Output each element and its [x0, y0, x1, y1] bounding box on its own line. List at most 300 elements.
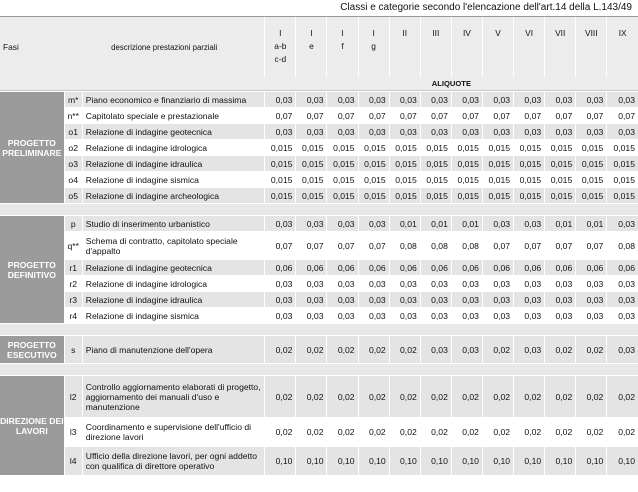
aliquota-value: 0,015 — [389, 172, 420, 188]
table-row — [0, 232, 638, 260]
aliquota-value: 0,03 — [265, 124, 296, 140]
aliquota-value: 0,07 — [265, 232, 296, 260]
aliquota-value: 0,07 — [327, 108, 358, 124]
row-description: Piano economico e finanziario di massima — [82, 92, 265, 108]
phase-label: DIREZIONE DEI LAVORI — [0, 376, 64, 476]
aliquota-value: 0,07 — [358, 108, 389, 124]
header-class-sub2 — [483, 54, 513, 67]
aliquota-value: 0,03 — [358, 124, 389, 140]
aliquota-value: 0,03 — [607, 308, 638, 324]
aliquota-value: 0,015 — [545, 156, 576, 172]
aliquota-value: 0,10 — [482, 447, 513, 476]
aliquota-value: 0,02 — [265, 418, 296, 447]
aliquota-value: 0,10 — [265, 447, 296, 476]
aliquota-value: 0,01 — [389, 216, 420, 232]
aliquota-value: 0,03 — [482, 276, 513, 292]
header-class-roman: V — [495, 27, 501, 38]
aliquota-value: 0,03 — [607, 276, 638, 292]
aliquota-value: 0,07 — [358, 232, 389, 260]
header-class-sub2 — [359, 54, 389, 67]
aliquota-value: 0,03 — [451, 336, 482, 364]
header-class-sub1: f — [341, 40, 344, 51]
aliquota-value: 0,03 — [482, 216, 513, 232]
aliquota-value: 0,03 — [545, 292, 576, 308]
header-class — [545, 17, 576, 77]
table-row — [0, 336, 638, 364]
aliquota-value: 0,03 — [514, 292, 545, 308]
aliquota-value: 0,03 — [296, 216, 327, 232]
header-class-sub1 — [421, 41, 451, 54]
aliquota-value: 0,015 — [327, 188, 358, 204]
row-code: r3 — [64, 292, 82, 308]
aliquota-value: 0,03 — [420, 292, 451, 308]
aliquota-value: 0,015 — [265, 156, 296, 172]
aliquota-value: 0,01 — [420, 216, 451, 232]
table-row — [0, 140, 638, 156]
aliquota-value: 0,02 — [576, 376, 607, 418]
aliquota-value: 0,10 — [389, 447, 420, 476]
aliquota-value: 0,02 — [514, 418, 545, 447]
aliquota-value: 0,07 — [296, 108, 327, 124]
header-class — [420, 17, 451, 77]
section-gap — [0, 324, 638, 336]
table-row — [0, 216, 638, 232]
aliquota-value: 0,03 — [482, 92, 513, 108]
aliquota-value: 0,03 — [451, 292, 482, 308]
header-class — [451, 17, 482, 77]
aliquota-value: 0,10 — [545, 447, 576, 476]
aliquota-value: 0,015 — [451, 156, 482, 172]
header-class-sub2 — [514, 54, 544, 67]
table-row — [0, 308, 638, 324]
aliquota-value: 0,015 — [389, 188, 420, 204]
aliquota-value: 0,03 — [389, 292, 420, 308]
aliquota-value: 0,02 — [451, 418, 482, 447]
header-fasi: Fasi — [0, 17, 64, 77]
aliquota-value: 0,03 — [358, 276, 389, 292]
row-code: r4 — [64, 308, 82, 324]
aliquota-value: 0,02 — [389, 376, 420, 418]
header-class-roman: II — [402, 27, 408, 38]
header-class — [327, 17, 358, 77]
aliquota-value: 0,06 — [420, 260, 451, 276]
aliquota-value: 0,015 — [607, 156, 638, 172]
aliquota-value: 0,10 — [514, 447, 545, 476]
aliquota-value: 0,03 — [358, 308, 389, 324]
phase-label: PROGETTO ESECUTIVO — [0, 336, 64, 364]
aliquota-value: 0,07 — [482, 108, 513, 124]
aliquota-value: 0,02 — [420, 418, 451, 447]
aliquota-value: 0,015 — [420, 156, 451, 172]
aliquota-value: 0,03 — [327, 292, 358, 308]
aliquota-value: 0,07 — [514, 232, 545, 260]
header-class-sub1 — [607, 41, 638, 54]
aliquota-value: 0,015 — [576, 156, 607, 172]
row-description: Relazione di indagine sismica — [82, 308, 265, 324]
aliquota-value: 0,03 — [420, 308, 451, 324]
aliquota-value: 0,06 — [358, 260, 389, 276]
row-description: Relazione di indagine sismica — [82, 172, 265, 188]
aliquota-value: 0,015 — [514, 156, 545, 172]
aliquota-value: 0,02 — [327, 376, 358, 418]
aliquota-value: 0,015 — [327, 156, 358, 172]
header-class-roman: I — [310, 27, 313, 38]
row-code: n** — [64, 108, 82, 124]
aliquota-value: 0,03 — [576, 292, 607, 308]
phase-label: PROGETTO DEFINITIVO — [0, 216, 64, 324]
header-class-roman: I — [279, 27, 282, 38]
aliquota-value: 0,02 — [389, 418, 420, 447]
aliquota-value: 0,02 — [576, 336, 607, 364]
aliquota-value: 0,06 — [327, 260, 358, 276]
aliquota-value: 0,03 — [296, 292, 327, 308]
aliquota-value: 0,07 — [545, 108, 576, 124]
aliquota-value: 0,015 — [514, 172, 545, 188]
aliquota-value: 0,015 — [576, 172, 607, 188]
aliquota-value: 0,02 — [327, 336, 358, 364]
aliquota-value: 0,02 — [514, 376, 545, 418]
aliquota-value: 0,03 — [327, 92, 358, 108]
aliquota-value: 0,015 — [358, 140, 389, 156]
header-class-sub1 — [452, 41, 482, 54]
aliquota-value: 0,03 — [482, 292, 513, 308]
header-class-sub1: a-b — [274, 40, 287, 51]
aliquota-value: 0,03 — [514, 92, 545, 108]
table-row — [0, 376, 638, 418]
aliquota-value: 0,07 — [327, 232, 358, 260]
table-row — [0, 292, 638, 308]
header-class-roman: I — [341, 27, 344, 38]
aliquota-value: 0,015 — [296, 156, 327, 172]
aliquota-value: 0,02 — [420, 376, 451, 418]
section-gap — [0, 204, 638, 216]
row-description: Ufficio della direzione lavori, per ogni addetto con qualifica di direttore operativo — [82, 447, 265, 476]
aliquota-value: 0,02 — [358, 376, 389, 418]
aliquota-value: 0,03 — [327, 308, 358, 324]
header-class-roman: III — [432, 27, 440, 38]
aliquota-value: 0,03 — [545, 308, 576, 324]
header-row — [0, 17, 638, 77]
row-code: o4 — [64, 172, 82, 188]
section-gap — [0, 364, 638, 376]
row-code: l2 — [64, 376, 82, 418]
aliquota-value: 0,03 — [514, 336, 545, 364]
aliquota-value: 0,02 — [607, 418, 638, 447]
aliquota-value: 0,06 — [389, 260, 420, 276]
aliquota-value: 0,02 — [451, 376, 482, 418]
header-class-sub2 — [421, 54, 451, 67]
aliquota-value: 0,03 — [420, 124, 451, 140]
aliquota-value: 0,03 — [420, 92, 451, 108]
aliquota-value: 0,03 — [576, 124, 607, 140]
table-row — [0, 108, 638, 124]
header-class-roman: VI — [525, 27, 534, 38]
row-code: o2 — [64, 140, 82, 156]
header-class-roman: IV — [462, 27, 471, 38]
aliquota-value: 0,02 — [327, 418, 358, 447]
aliquota-value: 0,03 — [451, 92, 482, 108]
header-descrizione: descrizione prestazioni parziali — [64, 17, 265, 77]
aliquota-value: 0,03 — [420, 276, 451, 292]
row-description: Relazione di indagine idrologica — [82, 276, 265, 292]
aliquota-value: 0,015 — [607, 188, 638, 204]
header-class — [358, 17, 389, 77]
aliquota-value: 0,015 — [327, 140, 358, 156]
aliquota-value: 0,03 — [265, 92, 296, 108]
aliquota-value: 0,01 — [545, 216, 576, 232]
table-row — [0, 188, 638, 204]
aliquota-value: 0,015 — [358, 156, 389, 172]
row-description: Relazione di indagine geotecnica — [82, 260, 265, 276]
aliquota-value: 0,015 — [482, 156, 513, 172]
row-description: Capitolato speciale e prestazionale — [82, 108, 265, 124]
aliquota-value: 0,03 — [607, 92, 638, 108]
table-caption: Classi e categorie secondo l'elencazione dell'art.14 della L.143/49 — [0, 0, 638, 17]
aliquota-value: 0,03 — [265, 308, 296, 324]
aliquota-value: 0,02 — [545, 418, 576, 447]
aliquota-value: 0,015 — [545, 140, 576, 156]
aliquota-value: 0,06 — [451, 260, 482, 276]
aliquota-value: 0,015 — [420, 140, 451, 156]
aliquota-value: 0,03 — [482, 124, 513, 140]
header-class-sub2 — [296, 54, 326, 67]
aliquota-value: 0,015 — [358, 188, 389, 204]
header-class-sub2 — [607, 54, 638, 67]
aliquota-value: 0,015 — [545, 172, 576, 188]
table-row — [0, 276, 638, 292]
aliquota-value: 0,03 — [607, 216, 638, 232]
aliquota-value: 0,07 — [451, 108, 482, 124]
aliquota-value: 0,02 — [358, 418, 389, 447]
aliquota-value: 0,10 — [451, 447, 482, 476]
header-class — [576, 17, 607, 77]
aliquota-value: 0,015 — [482, 188, 513, 204]
aliquota-value: 0,07 — [482, 232, 513, 260]
row-code: o1 — [64, 124, 82, 140]
aliquota-value: 0,03 — [327, 124, 358, 140]
aliquota-value: 0,08 — [451, 232, 482, 260]
aliquota-value: 0,03 — [451, 308, 482, 324]
header-class-sub2 — [576, 54, 606, 67]
aliquota-value: 0,02 — [482, 336, 513, 364]
aliquota-value: 0,10 — [607, 447, 638, 476]
aliquota-value: 0,015 — [327, 172, 358, 188]
aliquota-value: 0,015 — [389, 140, 420, 156]
aliquota-value: 0,015 — [451, 188, 482, 204]
aliquota-value: 0,03 — [514, 276, 545, 292]
aliquota-value: 0,03 — [296, 276, 327, 292]
aliquote-table — [0, 17, 638, 475]
aliquota-value: 0,03 — [451, 276, 482, 292]
aliquota-value: 0,015 — [545, 188, 576, 204]
aliquota-value: 0,07 — [265, 108, 296, 124]
aliquota-value: 0,03 — [296, 92, 327, 108]
header-class-sub1 — [576, 41, 606, 54]
aliquota-value: 0,10 — [420, 447, 451, 476]
aliquota-value: 0,03 — [607, 292, 638, 308]
aliquota-value: 0,03 — [514, 216, 545, 232]
aliquota-value: 0,02 — [545, 376, 576, 418]
aliquota-value: 0,06 — [607, 260, 638, 276]
aliquota-value: 0,03 — [576, 276, 607, 292]
aliquota-value: 0,02 — [607, 376, 638, 418]
aliquota-value: 0,015 — [265, 188, 296, 204]
aliquota-value: 0,015 — [296, 188, 327, 204]
header-class — [296, 17, 327, 77]
aliquota-value: 0,06 — [514, 260, 545, 276]
row-description: Relazione di indagine idraulica — [82, 156, 265, 172]
row-description: Schema di contratto, capitolato speciale d'appalto — [82, 232, 265, 260]
table-row — [0, 124, 638, 140]
table-row — [0, 156, 638, 172]
aliquota-value: 0,015 — [576, 140, 607, 156]
aliquota-value: 0,03 — [607, 124, 638, 140]
header-class-sub1: g — [371, 40, 376, 51]
aliquota-value: 0,03 — [296, 308, 327, 324]
aliquota-value: 0,03 — [514, 124, 545, 140]
header-class-sub2 — [327, 54, 357, 67]
header-class-sub2 — [390, 54, 420, 67]
aliquota-value: 0,03 — [451, 124, 482, 140]
aliquota-value: 0,03 — [389, 124, 420, 140]
aliquota-value: 0,03 — [327, 216, 358, 232]
aliquota-value: 0,03 — [545, 124, 576, 140]
aliquota-value: 0,015 — [514, 188, 545, 204]
row-description: Piano di manutenzione dell'opera — [82, 336, 265, 364]
row-description: Relazione di indagine idrologica — [82, 140, 265, 156]
aliquota-value: 0,015 — [451, 140, 482, 156]
aliquota-value: 0,02 — [296, 336, 327, 364]
aliquote-row — [0, 77, 638, 91]
aliquota-value: 0,03 — [389, 92, 420, 108]
row-description: Relazione di indagine archeologica — [82, 188, 265, 204]
aliquota-value: 0,02 — [545, 336, 576, 364]
aliquota-value: 0,015 — [296, 140, 327, 156]
header-class-roman: I — [372, 27, 375, 38]
header-class-sub1 — [483, 41, 513, 54]
aliquota-value: 0,015 — [451, 172, 482, 188]
aliquote-label: ALIQUOTE — [265, 77, 638, 91]
header-class-sub1 — [390, 41, 420, 54]
aliquota-value: 0,07 — [296, 232, 327, 260]
aliquota-value: 0,015 — [389, 156, 420, 172]
aliquota-value: 0,03 — [576, 92, 607, 108]
aliquota-value: 0,015 — [420, 172, 451, 188]
aliquota-value: 0,03 — [327, 276, 358, 292]
header-class-sub2 — [452, 54, 482, 67]
aliquota-value: 0,02 — [389, 336, 420, 364]
aliquota-value: 0,03 — [607, 336, 638, 364]
aliquota-value: 0,015 — [296, 172, 327, 188]
aliquota-value: 0,10 — [327, 447, 358, 476]
aliquota-value: 0,07 — [389, 108, 420, 124]
header-class — [514, 17, 545, 77]
row-code: o5 — [64, 188, 82, 204]
row-description: Relazione di indagine geotecnica — [82, 124, 265, 140]
aliquota-value: 0,03 — [482, 308, 513, 324]
header-class-sub2 — [545, 54, 575, 67]
aliquota-value: 0,06 — [265, 260, 296, 276]
aliquota-value: 0,03 — [576, 308, 607, 324]
aliquota-value: 0,015 — [420, 188, 451, 204]
aliquota-value: 0,03 — [265, 216, 296, 232]
aliquota-value: 0,07 — [607, 108, 638, 124]
header-class-sub1 — [514, 41, 544, 54]
row-code: o3 — [64, 156, 82, 172]
aliquota-value: 0,03 — [514, 308, 545, 324]
aliquota-value: 0,03 — [265, 276, 296, 292]
row-code: m* — [64, 92, 82, 108]
phase-label: PROGETTO PRELIMINARE — [0, 92, 64, 204]
aliquota-value: 0,01 — [576, 216, 607, 232]
aliquota-value: 0,01 — [451, 216, 482, 232]
aliquota-value: 0,02 — [296, 418, 327, 447]
aliquota-value: 0,07 — [545, 232, 576, 260]
header-class — [607, 17, 638, 77]
aliquota-value: 0,06 — [296, 260, 327, 276]
aliquota-value: 0,03 — [265, 292, 296, 308]
aliquota-value: 0,10 — [296, 447, 327, 476]
header-class-roman: VII — [555, 27, 566, 38]
aliquota-value: 0,06 — [576, 260, 607, 276]
aliquota-value: 0,015 — [482, 140, 513, 156]
table-row — [0, 172, 638, 188]
aliquota-value: 0,07 — [576, 108, 607, 124]
aliquota-value: 0,02 — [265, 376, 296, 418]
header-class-sub1: e — [309, 40, 314, 51]
aliquota-value: 0,02 — [296, 376, 327, 418]
aliquota-value: 0,06 — [545, 260, 576, 276]
aliquota-value: 0,08 — [389, 232, 420, 260]
header-class-sub1 — [545, 41, 575, 54]
aliquota-value: 0,03 — [545, 92, 576, 108]
aliquota-value: 0,03 — [358, 292, 389, 308]
aliquota-value: 0,07 — [576, 232, 607, 260]
aliquota-value: 0,015 — [514, 140, 545, 156]
aliquota-value: 0,06 — [482, 260, 513, 276]
aliquota-value: 0,03 — [389, 308, 420, 324]
aliquota-value: 0,10 — [358, 447, 389, 476]
aliquota-value: 0,03 — [545, 276, 576, 292]
table-row — [0, 447, 638, 476]
aliquota-value: 0,015 — [607, 140, 638, 156]
aliquota-value: 0,015 — [265, 140, 296, 156]
row-description: Coordinamento e supervisione dell'ufficio di direzione lavori — [82, 418, 265, 447]
aliquota-value: 0,08 — [607, 232, 638, 260]
header-class — [265, 17, 296, 77]
aliquota-value: 0,03 — [296, 124, 327, 140]
aliquota-value: 0,03 — [420, 336, 451, 364]
table-row — [0, 92, 638, 108]
row-description: Studio di inserimento urbanistico — [82, 216, 265, 232]
row-code: r1 — [64, 260, 82, 276]
aliquota-value: 0,07 — [420, 108, 451, 124]
aliquota-value: 0,03 — [389, 276, 420, 292]
header-class — [389, 17, 420, 77]
row-code: r2 — [64, 276, 82, 292]
aliquota-value: 0,03 — [358, 92, 389, 108]
aliquota-value: 0,015 — [482, 172, 513, 188]
aliquota-value: 0,10 — [576, 447, 607, 476]
aliquota-value: 0,02 — [482, 376, 513, 418]
aliquota-value: 0,02 — [265, 336, 296, 364]
aliquota-value: 0,02 — [576, 418, 607, 447]
aliquota-value: 0,02 — [482, 418, 513, 447]
aliquota-value: 0,015 — [358, 172, 389, 188]
header-class-sub2: c-d — [274, 53, 287, 64]
aliquota-value: 0,03 — [358, 216, 389, 232]
aliquota-value: 0,02 — [358, 336, 389, 364]
